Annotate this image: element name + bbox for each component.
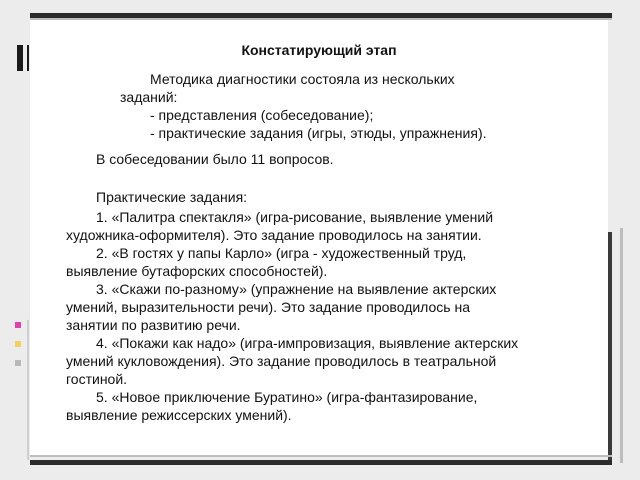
- frame-right-shadow: [620, 228, 623, 463]
- frame-bottom-bar: [30, 460, 612, 465]
- intro-line-2: заданий:: [120, 89, 178, 105]
- decor-square-magenta: [15, 322, 21, 328]
- task-1-line-2: художника-оформителя). Это задание проводилось на занятии.: [66, 227, 482, 243]
- task-4-line-1: 4. «Покажи как надо» (игра-импровизация, выявление актерских: [96, 335, 519, 351]
- frame-right-bar: [608, 232, 612, 462]
- frame-bottom-shadow: [30, 455, 612, 457]
- task-2-line-2: выявление бутафорских способностей).: [66, 263, 328, 279]
- task-2-line-1: 2. «В гостях у папы Карло» (игра - художественный труд,: [96, 245, 467, 261]
- interview-note: В собеседовании было 11 вопросов.: [96, 151, 334, 167]
- intro-bullet-1: - представления (собеседование);: [150, 107, 374, 123]
- slide-content: [30, 20, 608, 455]
- intro-bullet-2: - практические задания (игры, этюды, упражнения).: [150, 125, 487, 141]
- decor-square-gray: [15, 360, 21, 366]
- frame-left-thick-bar: [17, 45, 23, 71]
- slide-title: Констатирующий этап: [241, 42, 397, 58]
- task-3-line-1: 3. «Скажи по-разному» (упражнение на выявление актерских: [96, 281, 497, 297]
- task-1-line-1: 1. «Палитра спектакля» (игра-рисование, выявление умений: [96, 209, 494, 225]
- task-3-line-3: занятии по развитию речи.: [66, 317, 241, 333]
- decor-square-yellow: [15, 341, 21, 347]
- task-4-line-3: гостиной.: [66, 371, 128, 387]
- intro-line-1: Методика диагностики состояла из нескольких: [150, 71, 455, 87]
- task-5-line-1: 5. «Новое приключение Буратино» (игра-фантазирование,: [96, 389, 478, 405]
- frame-left-thin-bar: [27, 45, 29, 71]
- task-5-line-2: выявление режиссерских умений).: [66, 407, 292, 423]
- frame-left-low-bar: [27, 320, 29, 460]
- task-3-line-2: умений, выразительности речи). Это задание проводилось на: [66, 299, 470, 315]
- task-4-line-2: умений кукловождения). Это задание проводилось в театральной: [66, 353, 497, 369]
- tasks-heading: Практические задания:: [96, 189, 248, 205]
